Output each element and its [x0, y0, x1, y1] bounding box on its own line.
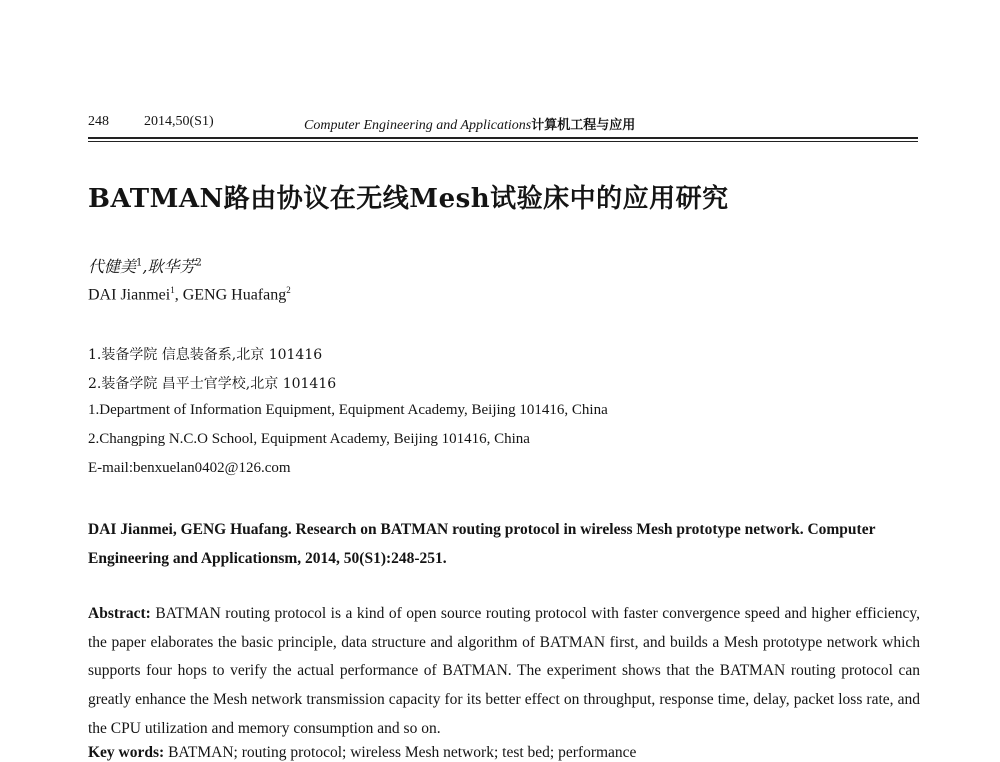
author-cn-2-affiliation: 2 [195, 257, 202, 269]
author-cn-1: 代健美 [88, 257, 137, 276]
author-en-1-affiliation: 1 [170, 285, 175, 295]
author-cn-2: 耿华芳 [147, 257, 196, 276]
abstract-text: BATMAN routing protocol is a kind of open source routing protocol with faster convergence speed and higher efficiency, the paper elaborates the basic principle, data structure and algorithm of BATMAN first, and builds a Mesh prototype network which supports four hops to verify the actual performance of BATMAN. The experiment shows that the BATMAN routing protocol can greatly enhance the Mesh network transmission capacity for its better effect on throughput, response time, delay, packet loss rate, and the CPU utilization and memory consumption and so on. [88, 605, 921, 737]
journal-name [304, 114, 635, 134]
abstract [88, 600, 920, 744]
page-number: 248 [88, 114, 109, 129]
journal-name-cn: 计算机工程与应用 [531, 118, 636, 133]
affiliation-cn-1: 1.装备学院 信息装备系,北京 101416 [88, 347, 323, 363]
abstract-label: Abstract: [88, 605, 151, 622]
affiliation-en-2: 2.Changping N.C.O School, Equipment Academy, Beijing 101416, China [88, 431, 530, 447]
volume-issue: 2014,50(S1) [144, 114, 214, 129]
email-address: E-mail:benxuelan0402@126.com [88, 460, 291, 476]
keywords [88, 744, 636, 762]
author-en-2-affiliation: 2 [286, 285, 291, 295]
header-rule-thin [88, 141, 918, 142]
keywords-text: BATMAN; routing protocol; wireless Mesh network; test bed; performance [168, 744, 637, 761]
author-cn-1-affiliation: 1 [136, 257, 143, 269]
author-en-2: GENG Huafang [182, 286, 287, 304]
keywords-label: Key words: [88, 744, 165, 761]
running-header [88, 114, 918, 138]
header-rule-thick [88, 137, 918, 139]
affiliation-en-1: 1.Department of Information Equipment, Equipment Academy, Beijing 101416, China [88, 402, 608, 418]
author-en-1: DAI Jianmei [88, 286, 171, 304]
paper-title: BATMAN路由协议在无线Mesh试验床中的应用研究 [88, 184, 729, 214]
affiliation-cn-2: 2.装备学院 昌平士官学校,北京 101416 [88, 376, 337, 392]
citation: DAI Jianmei, GENG Huafang. Research on BATMAN routing protocol in wireless Mesh prototype network. Computer Engineering and Applicationsm, 2014, 50(S1):248-251. [88, 521, 876, 567]
journal-name-en: Computer Engineering and Applications [304, 118, 532, 133]
authors-chinese: 代健美$^1$,耿华芳$^2$ [88, 257, 202, 276]
authors-english: DAI Jianmei$^1$, GENG Huafang$^2$ [88, 285, 291, 304]
